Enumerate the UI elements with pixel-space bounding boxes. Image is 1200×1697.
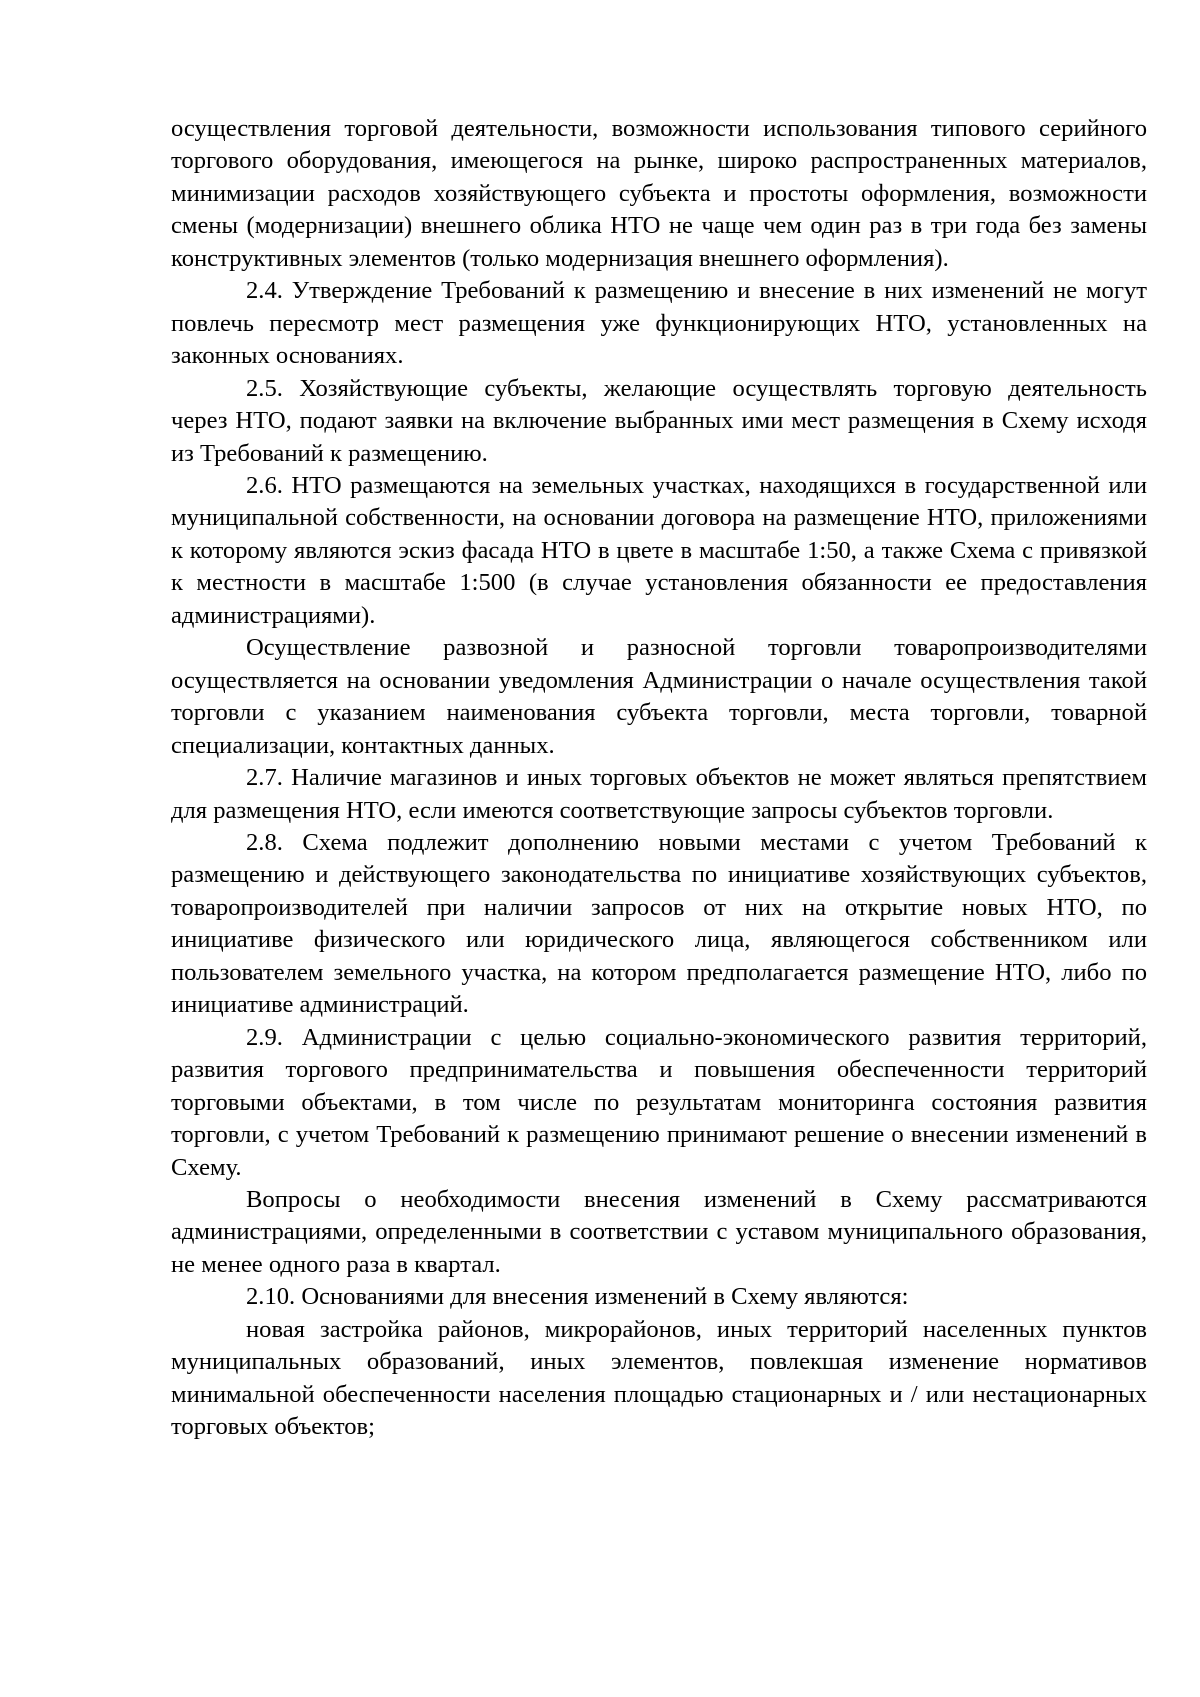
paragraph-2-6-trade: Осуществление развозной и разносной торговли товаропроизводителями осуществляется на основании уведомления Администрации о начале осуществления такой торговли с указанием наименования субъекта торговли, места торговли, товарной специализации, контактных данных. — [171, 634, 1147, 759]
paragraph-2-5: 2.5. Хозяйствующие субъекты, желающие осуществлять торговую деятельность через НТО, подают заявки на включение выбранных ими мест размещения в Схему исходя из Требований к размещению. — [171, 374, 1147, 467]
paragraph-2-8: 2.8. Схема подлежит дополнению новыми местами с учетом Требований к размещению и действующего законодательства по инициативе хозяйствующих субъектов, товаропроизводителей при наличии запросов от них на открытие новых НТО, по инициативе физического или юридического лица, являющегося собственником или пользователем земельного участка, на котором предполагается размещение НТО, либо по инициативе администраций. — [171, 828, 1147, 1019]
paragraph-continuation: осуществления торговой деятельности, возможности использования типового серийного торгового оборудования, имеющегося на рынке, широко распространенных материалов, минимизации расходов хозяйствующего субъекта и простоты оформления, возможности смены (модернизации) внешнего облика НТО не чаще чем один раз в три года без замены конструктивных элементов (только модернизация внешнего оформления). — [171, 115, 1147, 272]
paragraph-2-6: 2.6. НТО размещаются на земельных участках, находящихся в государственной или муниципальной собственности, на основании договора на размещение НТО, приложениями к которому являются эскиз фасада НТО в цвете в масштабе 1:50, а также Схема с привязкой к местности в масштабе 1:500 (в случае установления обязанности ее предоставления администрациями). — [171, 471, 1147, 629]
paragraph-2-9: 2.9. Администрации с целью социально-экономического развития территорий, развития торгового предпринимательства и повышения обеспеченности территорий торговыми объектами, в том числе по результатам мониторинга состояния развития торговли, с учетом Требований к размещению принимают решение о внесении изменений в Схему. — [171, 1023, 1147, 1181]
paragraph-2-4: 2.4. Утверждение Требований к размещению и внесение в них изменений не могут повлечь пересмотр мест размещения уже функционирующих НТО, установленных на законных основаниях. — [171, 277, 1147, 370]
paragraph-2-7: 2.7. Наличие магазинов и иных торговых объектов не может являться препятствием для размещения НТО, если имеются соответствующие запросы субъектов торговли. — [171, 764, 1147, 824]
paragraph-2-9-questions: Вопросы о необходимости внесения изменений в Схему рассматриваются администрациями, определенными в соответствии с уставом муниципального образования, не менее одного раза в квартал. — [171, 1185, 1147, 1278]
paragraph-2-10-item: новая застройка районов, микрорайонов, иных территорий населенных пунктов муниципальных образований, иных элементов, повлекшая изменение нормативов минимальной обеспеченности населения площадью стационарных и / или нестационарных торговых объектов; — [171, 1315, 1147, 1441]
paragraph-2-10: 2.10. Основаниями для внесения изменений в Схему являются: — [246, 1283, 909, 1311]
document-body — [171, 113, 1147, 1444]
